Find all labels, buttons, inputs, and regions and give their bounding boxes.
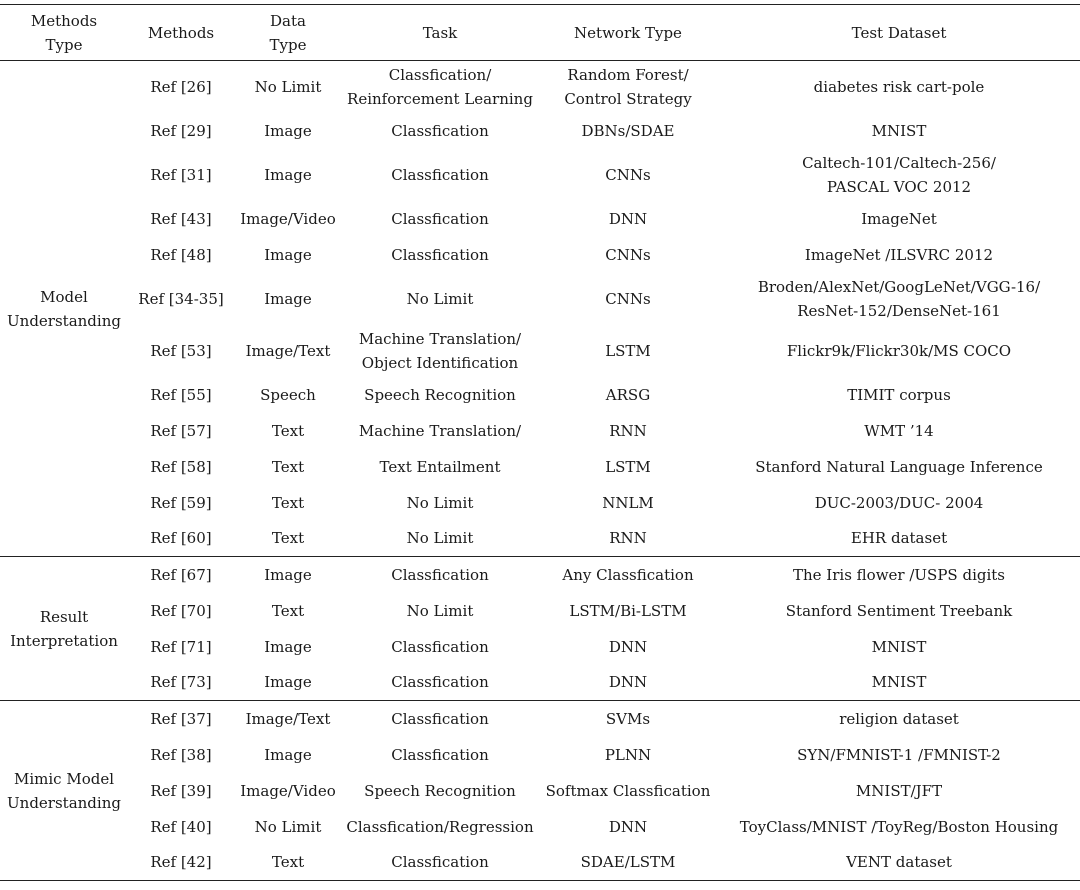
table-row <box>0 273 1080 325</box>
method-cell: Ref [38] <box>150 745 212 764</box>
test-dataset-cell-line: EHR dataset <box>850 529 948 548</box>
task-cell <box>342 237 538 273</box>
test-dataset-cell-line: Broden/AlexNet/GoogLeNet/VGG-16/ <box>757 277 1041 296</box>
test-dataset-cell-line: MNIST/JFT <box>855 781 943 800</box>
methods-type-label: Result <box>39 607 89 626</box>
network-type-cell-line: LSTM <box>605 341 651 360</box>
test-dataset-cell-line: WMT ’14 <box>864 421 934 440</box>
network-type-cell-line: Control Strategy <box>564 89 692 108</box>
test-dataset-cell-line: DUC-2003/DUC- 2004 <box>814 493 984 512</box>
methods-type-cell <box>0 557 128 701</box>
task-cell <box>342 701 538 737</box>
task-cell-line: Classfication <box>391 121 489 140</box>
task-cell-line: Object Identification <box>361 353 519 372</box>
table-row <box>0 809 1080 845</box>
table-row <box>0 149 1080 201</box>
method-cell: Ref [26] <box>150 77 212 96</box>
data-type-cell: Text <box>271 457 305 476</box>
data-type-cell: Image <box>264 637 312 656</box>
test-dataset-cell-line: MNIST <box>871 121 927 140</box>
test-dataset-cell-line: The Iris flower /USPS digits <box>793 565 1005 584</box>
table-row <box>0 773 1080 809</box>
task-cell-line: Machine Translation/ <box>358 421 522 440</box>
task-cell <box>342 845 538 881</box>
test-dataset-cell <box>718 485 1080 521</box>
data-type-cell: Text <box>271 493 305 512</box>
table-row <box>0 377 1080 413</box>
task-cell-line: Machine Translation/ <box>358 329 522 348</box>
data-type-cell: Image <box>264 745 312 764</box>
task-cell-line: Classfication <box>391 565 489 584</box>
network-type-cell <box>538 485 718 521</box>
network-type-cell-line: RNN <box>609 529 647 548</box>
task-cell-line: Speech Recognition <box>364 781 516 800</box>
task-cell <box>342 325 538 377</box>
network-type-cell <box>538 593 718 629</box>
network-type-cell <box>538 149 718 201</box>
data-type-cell: Image <box>264 245 312 264</box>
table-row <box>0 521 1080 557</box>
test-dataset-cell <box>718 665 1080 701</box>
test-dataset-cell-line: VENT dataset <box>846 853 952 872</box>
test-dataset-cell-line: SYN/FMNIST-1 /FMNIST-2 <box>797 745 1001 764</box>
table-row <box>0 237 1080 273</box>
test-dataset-cell-line: PASCAL VOC 2012 <box>826 177 972 196</box>
test-dataset-cell <box>718 377 1080 413</box>
task-cell <box>342 61 538 113</box>
test-dataset-cell-line: Stanford Sentiment Treebank <box>785 601 1013 620</box>
task-cell <box>342 593 538 629</box>
network-type-cell-line: ARSG <box>605 385 651 404</box>
task-cell-line: Classfication <box>391 853 489 872</box>
test-dataset-cell <box>718 593 1080 629</box>
network-type-cell <box>538 237 718 273</box>
task-cell <box>342 377 538 413</box>
test-dataset-cell <box>718 557 1080 593</box>
network-type-cell-line: LSTM/Bi-LSTM <box>569 601 687 620</box>
task-cell <box>342 149 538 201</box>
test-dataset-cell-line: MNIST <box>871 673 927 692</box>
method-cell: Ref [60] <box>128 521 234 557</box>
task-cell <box>342 629 538 665</box>
header-test-dataset: Test Dataset <box>718 5 1080 61</box>
task-cell <box>342 413 538 449</box>
method-cell: Ref [58] <box>150 457 212 476</box>
network-type-cell-line: SDAE/LSTM <box>580 853 676 872</box>
data-type-cell: Speech <box>260 385 316 404</box>
method-cell: Ref [53] <box>150 341 212 360</box>
table-row <box>0 701 1080 737</box>
test-dataset-cell-line: religion dataset <box>839 709 959 728</box>
task-cell-line: Classfication/ <box>388 65 492 84</box>
test-dataset-cell-line: TIMIT corpus <box>847 385 951 404</box>
method-cell: Ref [29] <box>150 121 212 140</box>
network-type-cell-line: Softmax Classfication <box>545 781 711 800</box>
network-type-cell-line: CNNs <box>605 245 651 264</box>
table-row <box>0 593 1080 629</box>
network-type-cell <box>538 737 718 773</box>
header-methods: Methods <box>128 5 234 61</box>
methods-type-label: Interpretation <box>10 631 118 650</box>
header-row <box>0 5 1080 61</box>
task-cell <box>342 809 538 845</box>
data-type-cell: Image/Text <box>245 341 331 360</box>
methods-type-label: Model <box>40 287 88 306</box>
table-row <box>0 557 1080 593</box>
test-dataset-cell <box>718 113 1080 149</box>
test-dataset-cell <box>718 773 1080 809</box>
header-methods-type <box>0 5 128 61</box>
network-type-cell-line: LSTM <box>605 457 651 476</box>
task-cell <box>342 485 538 521</box>
test-dataset-cell-line: ImageNet <box>861 209 937 228</box>
task-cell <box>342 737 538 773</box>
network-type-cell <box>538 773 718 809</box>
methods-type-label: Mimic Model <box>13 769 114 788</box>
task-cell <box>342 521 538 557</box>
table-row <box>0 845 1080 881</box>
table-row <box>0 413 1080 449</box>
network-type-cell <box>538 113 718 149</box>
test-dataset-cell <box>718 325 1080 377</box>
test-dataset-cell <box>718 701 1080 737</box>
task-cell <box>342 557 538 593</box>
test-dataset-cell <box>718 845 1080 881</box>
task-cell-line: Classfication <box>391 673 489 692</box>
network-type-cell <box>538 449 718 485</box>
table-row <box>0 61 1080 113</box>
task-cell-line: No Limit <box>406 601 474 620</box>
data-type-cell: No Limit <box>254 77 322 96</box>
methods-comparison-table <box>0 4 1080 881</box>
task-cell <box>342 113 538 149</box>
method-cell: Ref [59] <box>150 493 212 512</box>
data-type-cell: Image/Video <box>240 781 336 800</box>
data-type-cell: Text <box>234 521 342 557</box>
method-cell: Ref [42] <box>128 845 234 881</box>
test-dataset-cell-line: Stanford Natural Language Inference <box>755 457 1043 476</box>
table-body <box>0 61 1080 881</box>
network-type-cell-line: NNLM <box>602 493 654 512</box>
test-dataset-cell-line: Flickr9k/Flickr30k/MS COCO <box>786 341 1012 360</box>
method-cell: Ref [40] <box>150 817 212 836</box>
task-cell <box>342 449 538 485</box>
network-type-cell <box>538 61 718 113</box>
data-type-cell: Text <box>271 421 305 440</box>
test-dataset-cell-line: ToyClass/MNIST /ToyReg/Boston Housing <box>739 817 1059 836</box>
data-type-cell: No Limit <box>254 817 322 836</box>
test-dataset-cell <box>718 629 1080 665</box>
method-cell: Ref [31] <box>150 165 212 184</box>
data-type-cell: Image <box>234 665 342 701</box>
network-type-cell-line: DBNs/SDAE <box>581 121 675 140</box>
table-row <box>0 113 1080 149</box>
network-type-cell-line: DNN <box>608 673 648 692</box>
test-dataset-cell <box>718 201 1080 237</box>
methods-type-cell <box>0 61 128 557</box>
network-type-cell <box>538 809 718 845</box>
data-type-cell: Image <box>264 565 312 584</box>
network-type-cell <box>538 201 718 237</box>
network-type-cell-line: CNNs <box>605 165 651 184</box>
methods-type-cell <box>0 701 128 881</box>
task-cell <box>342 273 538 325</box>
test-dataset-cell <box>718 273 1080 325</box>
test-dataset-cell <box>718 809 1080 845</box>
table-row <box>0 449 1080 485</box>
network-type-cell-line: DNN <box>608 209 648 228</box>
header-network-type: Network Type <box>538 5 718 61</box>
table-row <box>0 201 1080 237</box>
table-row <box>0 485 1080 521</box>
network-type-cell <box>538 845 718 881</box>
network-type-cell-line: RNN <box>609 421 647 440</box>
task-cell-line: No Limit <box>406 529 474 548</box>
task-cell-line: Speech Recognition <box>364 385 516 404</box>
header-data-type-line: Data <box>270 11 306 30</box>
test-dataset-cell-line: MNIST <box>871 637 927 656</box>
header-methods-type-line: Type <box>45 35 83 54</box>
network-type-cell <box>538 701 718 737</box>
test-dataset-cell <box>718 449 1080 485</box>
test-dataset-cell-line: ResNet-152/DenseNet-161 <box>797 301 1001 320</box>
header-task: Task <box>342 5 538 61</box>
test-dataset-cell <box>718 737 1080 773</box>
data-type-cell: Image <box>264 289 312 308</box>
header-data-type <box>234 5 342 61</box>
method-cell: Ref [73] <box>128 665 234 701</box>
test-dataset-cell-line: diabetes risk cart-pole <box>813 77 985 96</box>
data-type-cell: Image <box>264 121 312 140</box>
task-cell-line: Classfication <box>391 209 489 228</box>
network-type-cell <box>538 557 718 593</box>
network-type-cell-line: SVMs <box>605 709 651 728</box>
test-dataset-cell <box>718 149 1080 201</box>
task-cell-line: Classfication <box>391 709 489 728</box>
method-cell: Ref [67] <box>150 565 212 584</box>
header-data-type-line: Type <box>269 35 307 54</box>
methods-table-container <box>0 4 1080 881</box>
table-row <box>0 325 1080 377</box>
task-cell-line: Reinforcement Learning <box>347 89 533 108</box>
task-cell-line: Classfication <box>391 745 489 764</box>
test-dataset-cell <box>718 61 1080 113</box>
data-type-cell: Image <box>264 165 312 184</box>
task-cell-line: Classfication <box>391 245 489 264</box>
method-cell: Ref [43] <box>150 209 212 228</box>
task-cell-line: No Limit <box>406 493 474 512</box>
network-type-cell-line: Random Forest/ <box>567 65 689 84</box>
task-cell-line: Classfication <box>391 165 489 184</box>
method-cell: Ref [34-35] <box>138 289 224 308</box>
task-cell-line: Text Entailment <box>379 457 501 476</box>
table-row <box>0 737 1080 773</box>
data-type-cell: Text <box>271 601 305 620</box>
task-cell <box>342 201 538 237</box>
network-type-cell <box>538 273 718 325</box>
task-cell <box>342 665 538 701</box>
method-cell: Ref [39] <box>150 781 212 800</box>
network-type-cell-line: PLNN <box>604 745 652 764</box>
network-type-cell-line: CNNs <box>605 289 651 308</box>
test-dataset-cell-line: ImageNet /ILSVRC 2012 <box>804 245 994 264</box>
test-dataset-cell <box>718 413 1080 449</box>
network-type-cell <box>538 629 718 665</box>
method-cell: Ref [55] <box>150 385 212 404</box>
method-cell: Ref [48] <box>150 245 212 264</box>
network-type-cell <box>538 413 718 449</box>
method-cell: Ref [70] <box>150 601 212 620</box>
methods-type-label: Understanding <box>7 311 121 330</box>
network-type-cell <box>538 325 718 377</box>
header-methods-type-line: Methods <box>30 11 98 30</box>
methods-type-label: Understanding <box>7 793 121 812</box>
method-cell: Ref [57] <box>150 421 212 440</box>
test-dataset-cell-line: Caltech-101/Caltech-256/ <box>802 153 996 172</box>
task-cell <box>342 773 538 809</box>
test-dataset-cell <box>718 237 1080 273</box>
network-type-cell-line: Any Classfication <box>562 565 694 584</box>
method-cell: Ref [37] <box>150 709 212 728</box>
network-type-cell <box>538 377 718 413</box>
table-row <box>0 665 1080 701</box>
network-type-cell <box>538 665 718 701</box>
task-cell-line: No Limit <box>406 289 474 308</box>
data-type-cell: Image/Text <box>245 709 331 728</box>
task-cell-line: Classfication <box>391 637 489 656</box>
data-type-cell: Text <box>234 845 342 881</box>
task-cell-line: Classfication/Regression <box>346 817 534 836</box>
test-dataset-cell <box>718 521 1080 557</box>
data-type-cell: Image/Video <box>240 209 336 228</box>
network-type-cell-line: DNN <box>608 817 648 836</box>
network-type-cell-line: DNN <box>608 637 648 656</box>
network-type-cell <box>538 521 718 557</box>
method-cell: Ref [71] <box>150 637 212 656</box>
table-row <box>0 629 1080 665</box>
